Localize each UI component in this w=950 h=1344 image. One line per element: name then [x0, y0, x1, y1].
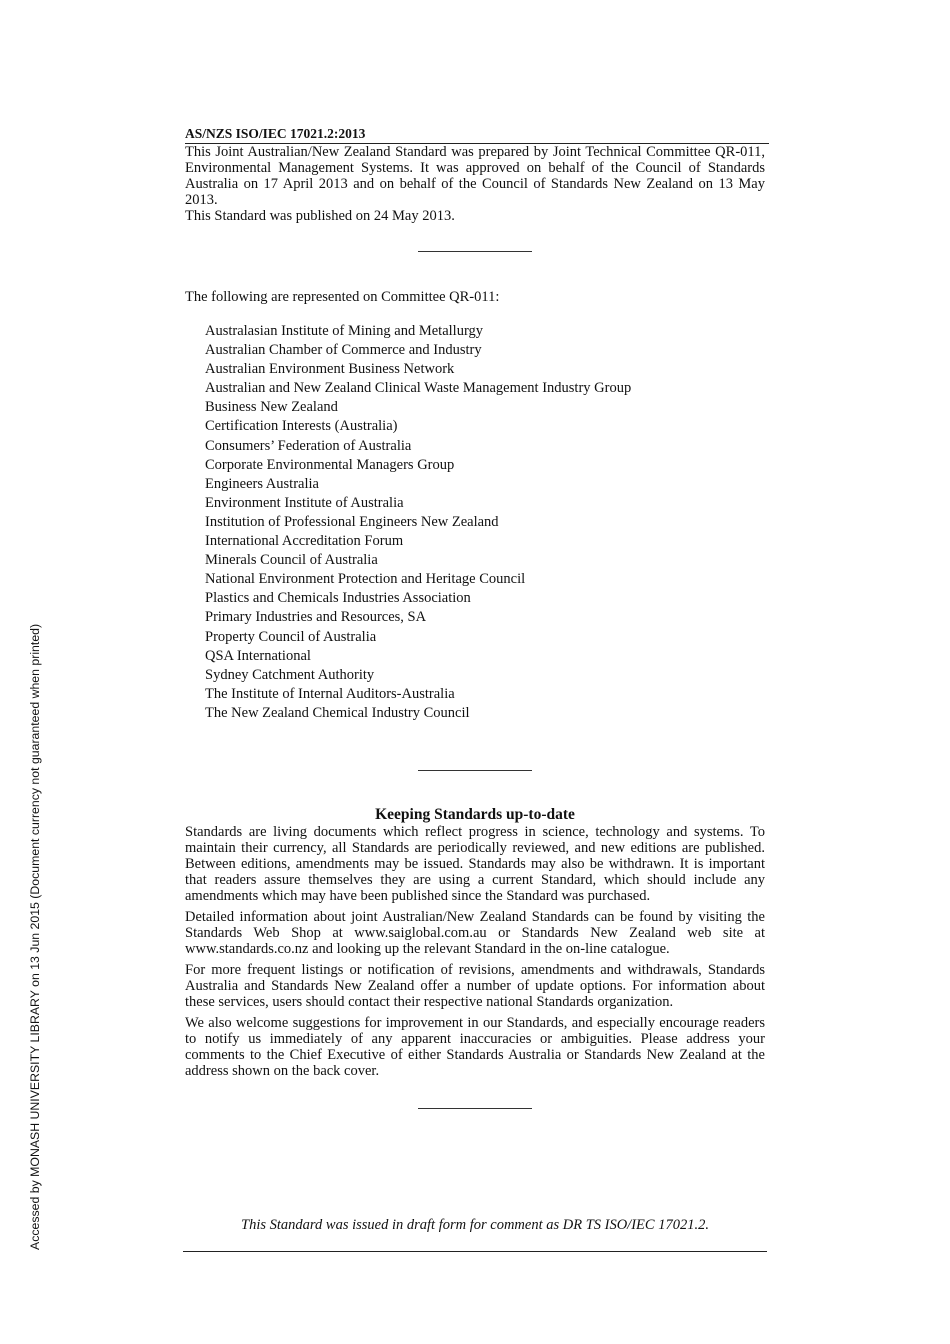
committee-member: Plastics and Chemicals Industries Association [205, 590, 471, 607]
publication-date: This Standard was published on 24 May 2013. [185, 208, 455, 224]
committee-member: Australian Chamber of Commerce and Industry [205, 342, 482, 359]
committee-member: Australian and New Zealand Clinical Waste Management Industry Group [205, 380, 632, 397]
committee-member: The Institute of Internal Auditors-Australia [205, 685, 455, 702]
divider [418, 1108, 532, 1109]
standard-code: AS/NZS ISO/IEC 17021.2:2013 [185, 126, 366, 141]
committee-member: Sydney Catchment Authority [205, 666, 375, 683]
committee-member: Engineers Australia [205, 475, 319, 492]
committee-member: QSA International [205, 647, 311, 664]
committee-member: Certification Interests (Australia) [205, 418, 398, 435]
committee-member: International Accreditation Forum [205, 533, 404, 550]
committee-member: Business New Zealand [205, 399, 338, 416]
committee-member: Environment Institute of Australia [205, 494, 404, 511]
committee-member: Property Council of Australia [205, 628, 377, 645]
committee-intro: The following are represented on Committee QR-011: [185, 289, 500, 305]
updates-paragraph: For more frequent listings or notification of revisions, amendments and withdrawals, Standards Australia and Standards New Zealand offer a number of update options. For information about these services, users should contact their respective national Standards organization. [185, 961, 765, 1010]
committee-member: The New Zealand Chemical Industry Council [205, 704, 470, 721]
committee-member: Minerals Council of Australia [205, 552, 378, 569]
updates-paragraph: Detailed information about joint Australian/New Zealand Standards can be found by visiting the Standards Web Shop at www.saiglobal.com.au or Standards New Zealand web site at www.standards.co.nz and looking up the relevant Standard in the on-line catalogue. [185, 908, 765, 957]
footer-rule [183, 1251, 767, 1252]
committee-member: Corporate Environmental Managers Group [205, 456, 455, 473]
updates-paragraph: Standards are living documents which reflect progress in science, technology and systems. To maintain their currency, all Standards are periodically reviewed, and new editions are published. Between editions, amendments may be issued. Standards may also be withdrawn. It is important that readers assure themselves they are using a current Standard, which should include any amendments which may have been published since the Standard was purchased. [185, 823, 765, 904]
committee-member: Australasian Institute of Mining and Metallurgy [205, 323, 484, 339]
updates-section [185, 824, 765, 1079]
page-content [185, 126, 765, 1109]
section-heading: Keeping Standards up-to-date [375, 805, 575, 823]
access-watermark: Accessed by MONASH UNIVERSITY LIBRARY on 13 Jun 2015 (Document currency not guaranteed when printed) [28, 623, 42, 1250]
updates-paragraph: We also welcome suggestions for improvement in our Standards, and especially encourage readers to notify us immediately of any apparent inaccuracies or ambiguities. Please address your comments to the Chief Executive of either Standards Australia or Standards New Zealand at the address shown on the back cover. [185, 1014, 765, 1079]
committee-member: Consumers’ Federation of Australia [205, 437, 412, 454]
committee-member: National Environment Protection and Heritage Council [205, 571, 526, 588]
divider [418, 770, 532, 771]
committee-member: Institution of Professional Engineers New Zealand [205, 513, 499, 530]
preparation-paragraph: This Joint Australian/New Zealand Standard was prepared by Joint Technical Committee QR-011, Environmental Management Systems. It was approved on behalf of the Council of Standards Australia on 17 April 2013 and on behalf of the Council of Standards New Zealand on 13 May 2013. [185, 144, 765, 208]
divider [418, 251, 532, 252]
draft-note: This Standard was issued in draft form for comment as DR TS ISO/IEC 17021.2. [241, 1217, 709, 1233]
committee-member: Australian Environment Business Network [205, 361, 455, 378]
committee-member: Primary Industries and Resources, SA [205, 609, 427, 626]
committee-list [185, 322, 765, 723]
